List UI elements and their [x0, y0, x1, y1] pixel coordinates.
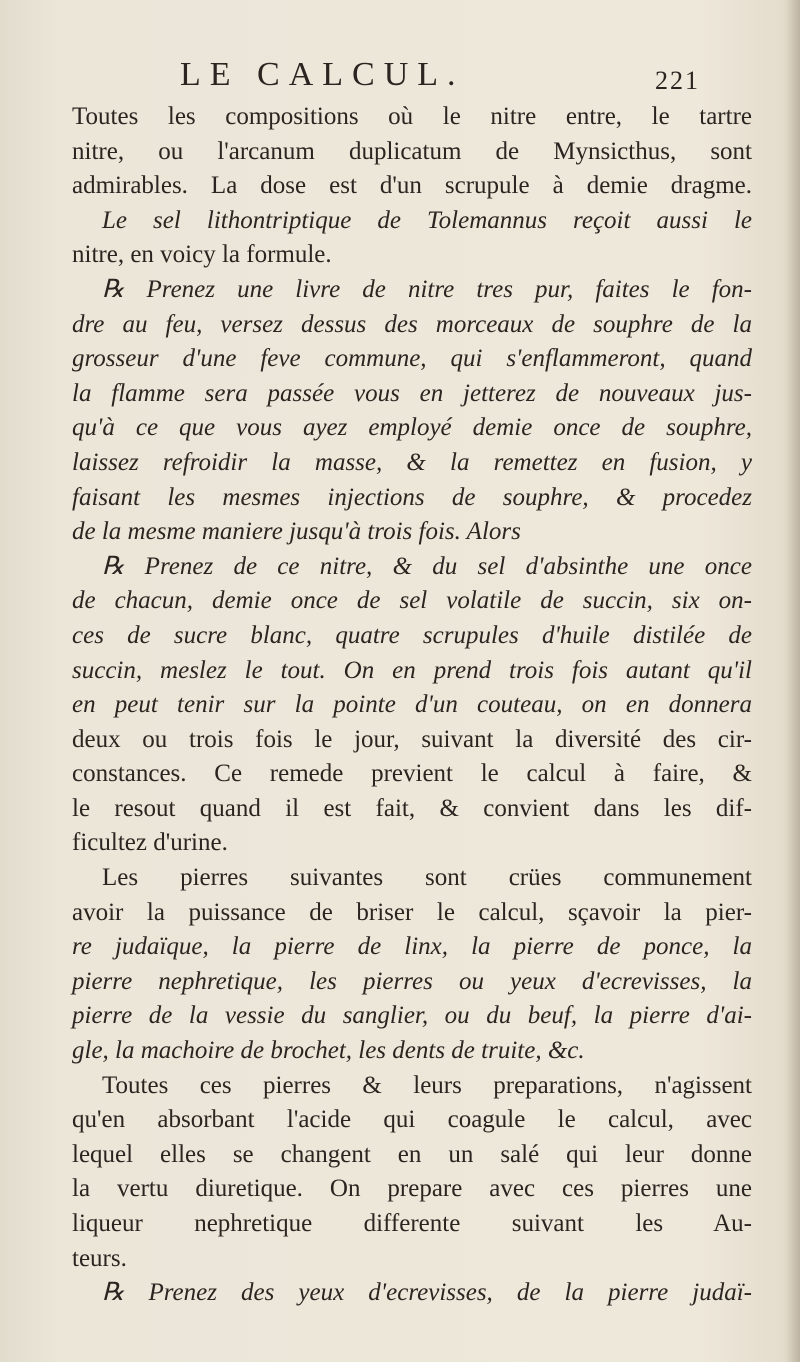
text-line: qu'à ce que vous ayez employé demie once de souphre, [72, 414, 752, 442]
text-line: pierre nephretique, les pierres ou yeux d'ecrevisses, la [72, 967, 752, 995]
text-line: faisant les mesmes injections de souphre, & procedez [72, 483, 752, 511]
text-line: Le sel lithontriptique de Tolemannus reçoit aussi le [102, 206, 752, 234]
text-line: la vertu diuretique. On prepare avec ces pierres une [72, 1175, 752, 1203]
text-line: constances. Ce remede previent le calcul à faire, & [72, 760, 752, 788]
text-line: ficultez d'urine. [72, 829, 228, 857]
text-line: Toutes les compositions où le nitre entre, le tartre [72, 103, 752, 130]
text-line: nitre, ou l'arcanum duplicatum de Mynsicthus, sont [72, 137, 752, 165]
page-edge-shadow [786, 0, 800, 1362]
text-line: de la mesme maniere jusqu'à trois fois. Alors [72, 518, 521, 546]
text-line: liqueur nephretique differente suivant les Au- [72, 1210, 752, 1237]
text-line: ℞ Prenez de ce nitre, & du sel d'absinthe une once [102, 552, 752, 580]
text-line: pierre de la vessie du sanglier, ou du beuf, la pierre d'ai- [72, 1002, 752, 1030]
text-line: succin, meslez le tout. On en prend trois fois autant qu'il [72, 656, 752, 684]
text-line: avoir la puissance de briser le calcul, sçavoir la pier- [72, 898, 752, 926]
text-line: re judaïque, la pierre de linx, la pierre de ponce, la [72, 933, 752, 961]
text-line: dre au feu, versez dessus des morceaux de souphre de la [72, 310, 752, 338]
text-line: teurs. [72, 1244, 127, 1272]
text-line: nitre, en voicy la formule. [72, 241, 332, 269]
text-line: ℞ Prenez une livre de nitre tres pur, faites le fon- [102, 275, 752, 303]
running-head [180, 56, 700, 96]
text-line: en peut tenir sur la pointe d'un couteau, on en donnera [72, 691, 752, 719]
running-title: LE CALCUL. [180, 56, 465, 93]
text-line: deux ou trois fois le jour, suivant la diversité des cir- [72, 725, 752, 753]
text-line: la flamme sera passée vous en jetterez de nouveaux jus- [72, 379, 752, 407]
text-line: grosseur d'une feve commune, qui s'enflammeront, quand [72, 345, 752, 373]
text-line: admirables. La dose est d'un scrupule à demie dragme. [72, 172, 752, 200]
text-line: ℞ Prenez des yeux d'ecrevisses, de la pierre judaï- [102, 1279, 752, 1307]
text-line: lequel elles se changent en un salé qui leur donne [72, 1140, 752, 1168]
page-number: 221 [655, 66, 700, 95]
text-line: gle, la machoire de brochet, les dents de truite, &c. [72, 1037, 585, 1065]
text-line: ces de sucre blanc, quatre scrupules d'huile distilée de [72, 621, 752, 649]
text-body [72, 100, 752, 1311]
text-line: laissez refroidir la masse, & la remettez en fusion, y [72, 448, 752, 476]
text-line: le resout quand il est fait, & convient dans les dif- [72, 794, 752, 822]
text-line: qu'en absorbant l'acide qui coagule le calcul, avec [72, 1106, 752, 1134]
text-line: de chacun, demie once de sel volatile de succin, six on- [72, 587, 752, 615]
text-line: Toutes ces pierres & leurs preparations, n'agissent [102, 1071, 752, 1099]
text-line: Les pierres suivantes sont crües communement [102, 864, 752, 892]
